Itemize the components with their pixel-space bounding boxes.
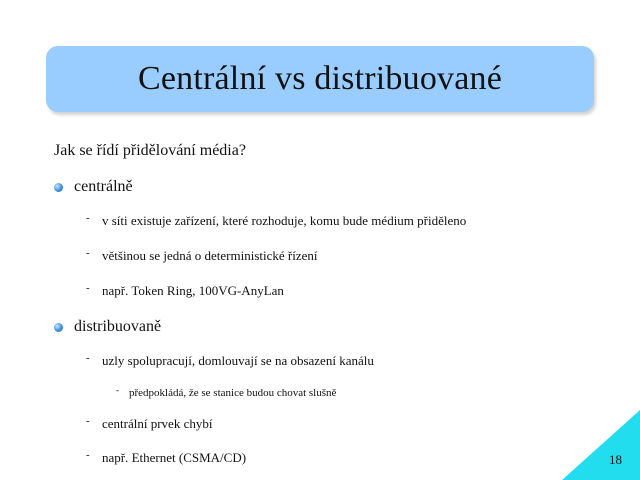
dash-icon: -: [116, 385, 119, 395]
sub-item: [86, 353, 374, 369]
sub-sub-item: [116, 387, 336, 399]
sub-sub-item-text: předpokládá, že se stanice budou chovat slušně: [129, 387, 337, 399]
sub-item: [86, 416, 212, 432]
bullet-dot-icon: [54, 183, 63, 192]
sub-item: [86, 283, 284, 299]
bullet-label: distribuovaně: [74, 318, 162, 335]
intro-question: Jak se řídí přidělování média?: [54, 142, 246, 159]
dash-icon: -: [86, 352, 90, 364]
dash-icon: -: [86, 212, 90, 224]
bullet-label: centrálně: [74, 178, 133, 195]
page-number: 18: [609, 452, 622, 467]
dash-icon: -: [86, 282, 90, 294]
bullet-centralne: [54, 178, 133, 196]
dash-icon: -: [86, 415, 90, 427]
sub-item-text: např. Ethernet (CSMA/CD): [102, 450, 247, 465]
corner-accent: [562, 410, 640, 480]
sub-item: [86, 213, 466, 229]
sub-item-text: většinou se jedná o deterministické řízení: [102, 248, 318, 263]
sub-item-text: uzly spolupracují, domlouvají se na obsazení kanálu: [102, 353, 374, 368]
bullet-dot-icon: [54, 323, 63, 332]
sub-item-text: centrální prvek chybí: [102, 416, 213, 431]
sub-item: [86, 450, 246, 466]
sub-item: [86, 248, 318, 264]
sub-item-text: v síti existuje zařízení, které rozhoduje, komu bude médium přiděleno: [102, 213, 467, 228]
sub-item-text: např. Token Ring, 100VG-AnyLan: [102, 283, 284, 298]
dash-icon: -: [86, 247, 90, 259]
slide-title: Centrální vs distribuované: [137, 60, 503, 97]
bullet-distribuovane: [54, 318, 161, 336]
dash-icon: -: [86, 449, 90, 461]
